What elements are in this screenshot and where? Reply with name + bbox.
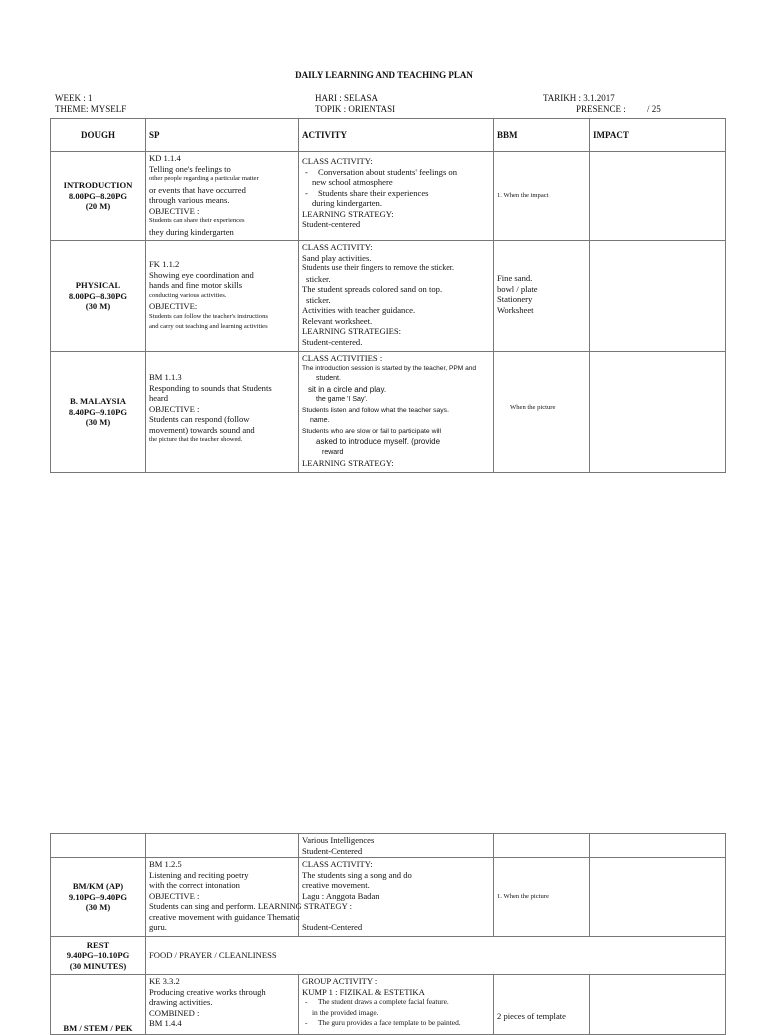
activity-item: sit in a circle and play. [308, 384, 387, 394]
bbm-cell [494, 834, 590, 858]
sp-line: and carry out teaching and learning activities [149, 323, 268, 331]
table-row [51, 975, 726, 1035]
activity-item: reward [322, 448, 344, 456]
sp-objective-label: OBJECTIVE : [149, 890, 200, 901]
activity-item: - The guru provides a face template to be painted. [302, 1018, 490, 1029]
activity-item: Various Intelligences [302, 835, 375, 845]
sp-code: BM 1.2.5 [149, 859, 182, 869]
dough-cell [51, 858, 146, 937]
sp-line: COMBINED : [149, 1007, 200, 1018]
dough-cell [51, 937, 146, 975]
sp-line: Listening and reciting poetry [149, 869, 249, 880]
activity-item: creative movement. [302, 880, 370, 890]
bbm-cell: When the picture [494, 352, 590, 473]
activity-item: Students listen and follow what the teacher says. [302, 406, 449, 414]
dough-duration: (30 M) [85, 417, 111, 428]
activity-heading: GROUP ACTIVITY : [302, 976, 378, 986]
dough-cell [51, 834, 146, 858]
activity-item [302, 912, 490, 923]
dough-time: 8.40PG–9.10PG [68, 406, 128, 417]
sp-cell [146, 352, 299, 473]
table-row [51, 352, 726, 473]
table-row [51, 834, 726, 858]
dough-cell [51, 352, 146, 473]
sp-line: or events that have occurred [149, 184, 246, 195]
table-row-rest [51, 937, 726, 975]
impact-cell [590, 352, 726, 473]
theme-label: THEME: MYSELF [55, 104, 127, 114]
dough-subject: BM/KM (AP) [72, 881, 124, 892]
activity-item: Relevant worksheet. [302, 315, 373, 326]
sp-line: guru. [149, 922, 167, 932]
sp-code: FK 1.1.2 [149, 259, 180, 270]
sp-line: drawing activities. [149, 997, 213, 1007]
dough-time: 9.10PG–9.40PG [68, 891, 128, 902]
bbm-item: Worksheet [497, 304, 534, 315]
activity-item: - The student draws a complete facial feature. [302, 997, 490, 1008]
table-row [51, 241, 726, 352]
sp-line: Responding to sounds that Students [149, 382, 272, 393]
dough-cell [51, 975, 146, 1035]
activity-cell [299, 352, 494, 473]
sp-line: movement) towards sound and [149, 424, 255, 435]
sp-line: with the correct intonation [149, 880, 240, 890]
bbm-item: Fine sand. [497, 273, 533, 283]
dough-cell [51, 152, 146, 241]
sp-line: conducting various activities. [149, 291, 227, 299]
activity-item: The student spreads colored sand on top. [302, 284, 443, 294]
sp-objective-label: OBJECTIVE : [149, 205, 200, 216]
sp-cell [146, 975, 299, 1035]
sp-line: Students can respond (follow [149, 414, 250, 424]
activity-item: new school atmosphere [312, 177, 393, 187]
sp-line: through various means. [149, 195, 230, 205]
sp-line: Students can share their experiences [149, 217, 245, 224]
dough-cell [51, 241, 146, 352]
activity-heading: CLASS ACTIVITY: [302, 859, 373, 869]
presence-label: PRESENCE : [576, 104, 626, 114]
activity-item: sticker. [306, 294, 331, 305]
activity-cell [299, 975, 494, 1035]
sp-objective-label: OBJECTIVE: [149, 301, 198, 312]
col-header-activity: ACTIVITY [299, 119, 494, 152]
sp-cell [146, 834, 299, 858]
sp-cell [146, 241, 299, 352]
dough-time: 8.00PG–8.30PG [68, 290, 128, 301]
dough-duration: (30 MINUTES) [69, 960, 127, 971]
sp-cell [146, 152, 299, 241]
table-row [51, 152, 726, 241]
activity-strategy-label: LEARNING STRATEGIES: [302, 326, 402, 336]
sp-line: heard [149, 393, 169, 403]
activity-item: The students sing a song and do [302, 869, 412, 880]
activity-item: during kindergarten. [312, 198, 383, 208]
table-header-row [51, 119, 726, 152]
week-label: WEEK : 1 [55, 93, 93, 103]
dough-time: 8.00PG–8.20PG [68, 190, 128, 201]
sp-line: Students can sing and perform. LEARNING STRATEGY : [149, 901, 353, 911]
activity-item: name. [310, 417, 330, 424]
impact-cell [590, 241, 726, 352]
activity-item: KUMP 1 : FIZIKAL & ESTETIKA [302, 986, 425, 997]
activity-cell [299, 858, 494, 937]
activity-strategy: Student-Centered [302, 922, 363, 932]
activity-item: Sand play activities. [302, 252, 372, 263]
sp-line: Showing eye coordination and [149, 269, 254, 280]
sp-objective-label: OBJECTIVE : [149, 403, 200, 414]
table-row [51, 858, 726, 937]
activity-cell [299, 834, 494, 858]
impact-cell [590, 975, 726, 1035]
sp-code: BM 1.1.3 [149, 372, 182, 382]
sp-line: other people regarding a particular matter [149, 175, 259, 182]
activity-item: Lagu : Anggota Badan [302, 890, 380, 901]
activity-strategy-label: LEARNING STRATEGY: [302, 458, 394, 468]
bbm-cell [494, 241, 590, 352]
activity-item: student. [316, 375, 341, 382]
col-header-sp: SP [146, 119, 299, 152]
sp-line: Producing creative works through [149, 986, 266, 997]
sp-line: Telling one's feelings to [149, 163, 231, 174]
sp-code: KE 3.3.2 [149, 976, 180, 986]
document-title: DAILY LEARNING AND TEACHING PLAN [295, 70, 473, 80]
activity-heading: CLASS ACTIVITIES : [302, 353, 383, 363]
bbm-item: Stationery [497, 294, 533, 304]
lesson-plan-table [50, 118, 726, 473]
dough-subject: REST [86, 939, 110, 950]
sp-line: they during kindergarten [149, 226, 234, 237]
impact-cell [590, 152, 726, 241]
activity-strategy-label: LEARNING STRATEGY: [302, 208, 394, 219]
hari-label: HARI : SELASA [315, 93, 379, 103]
tarikh-label: TARIKH : 3.1.2017 [543, 93, 615, 103]
impact-cell [590, 858, 726, 937]
sp-code: KD 1.1.4 [149, 153, 181, 163]
activity-item: the game 'I Say'. [316, 396, 368, 403]
sp-line: hands and fine motor skills [149, 280, 243, 291]
activity-item: - Students share their experiences [302, 188, 490, 199]
dough-subject: BM / STEM / PEK [63, 1022, 133, 1033]
topik-label: TOPIK : ORIENTASI [315, 104, 396, 114]
dough-duration: (30 M) [85, 902, 111, 913]
sp-line: the picture that the teacher showed. [149, 436, 243, 443]
sp-line: creative movement with guidance Thematic [149, 911, 300, 922]
sp-line: Students can follow the teacher's instructions [149, 312, 268, 320]
rest-cell: FOOD / PRAYER / CLEANLINESS [146, 937, 726, 975]
activity-item: sticker. [306, 273, 331, 284]
activity-item: Students use their fingers to remove the sticker. [302, 263, 454, 272]
presence-total: / 25 [647, 104, 661, 114]
activity-item: Activities with teacher guidance. [302, 305, 416, 315]
dough-subject: PHYSICAL [75, 280, 121, 291]
activity-item: The introduction session is started by the teacher, PPM and [302, 364, 477, 372]
activity-cell [299, 152, 494, 241]
activity-strategy: Student-centered. [302, 336, 363, 347]
activity-item: - Conversation about students' feelings on [302, 167, 490, 178]
activity-cell [299, 241, 494, 352]
bbm-cell: 1. When the impact [494, 152, 590, 241]
activity-item: asked to introduce myself. (provide [316, 437, 441, 446]
dough-subject: INTRODUCTION [63, 180, 133, 191]
lesson-plan-table-continued [50, 833, 726, 1035]
activity-strategy: Student-Centered [302, 845, 363, 856]
dough-duration: (30 M) [85, 301, 111, 312]
activity-heading: CLASS ACTIVITY: [302, 242, 373, 252]
sp-line: BM 1.4.4 [149, 1018, 182, 1028]
activity-heading: CLASS ACTIVITY: [302, 156, 373, 166]
impact-cell [590, 834, 726, 858]
dough-time: 9.40PG–10.10PG [66, 950, 130, 961]
col-header-impact: IMPACT [590, 119, 726, 152]
activity-item: in the provided image. [312, 1007, 379, 1017]
bbm-cell: 1. When the picture [494, 858, 590, 937]
activity-item: Students who are slow or fail to participate will [302, 427, 442, 435]
col-header-bbm: BBM [494, 119, 590, 152]
activity-strategy: Student-centered [302, 219, 361, 229]
dough-subject: B. MALAYSIA [69, 396, 127, 407]
col-header-dough: DOUGH [51, 119, 146, 152]
dough-duration: (20 M) [85, 201, 111, 212]
bbm-cell: 2 pieces of template [494, 975, 590, 1035]
bbm-item: bowl / plate [497, 283, 538, 294]
